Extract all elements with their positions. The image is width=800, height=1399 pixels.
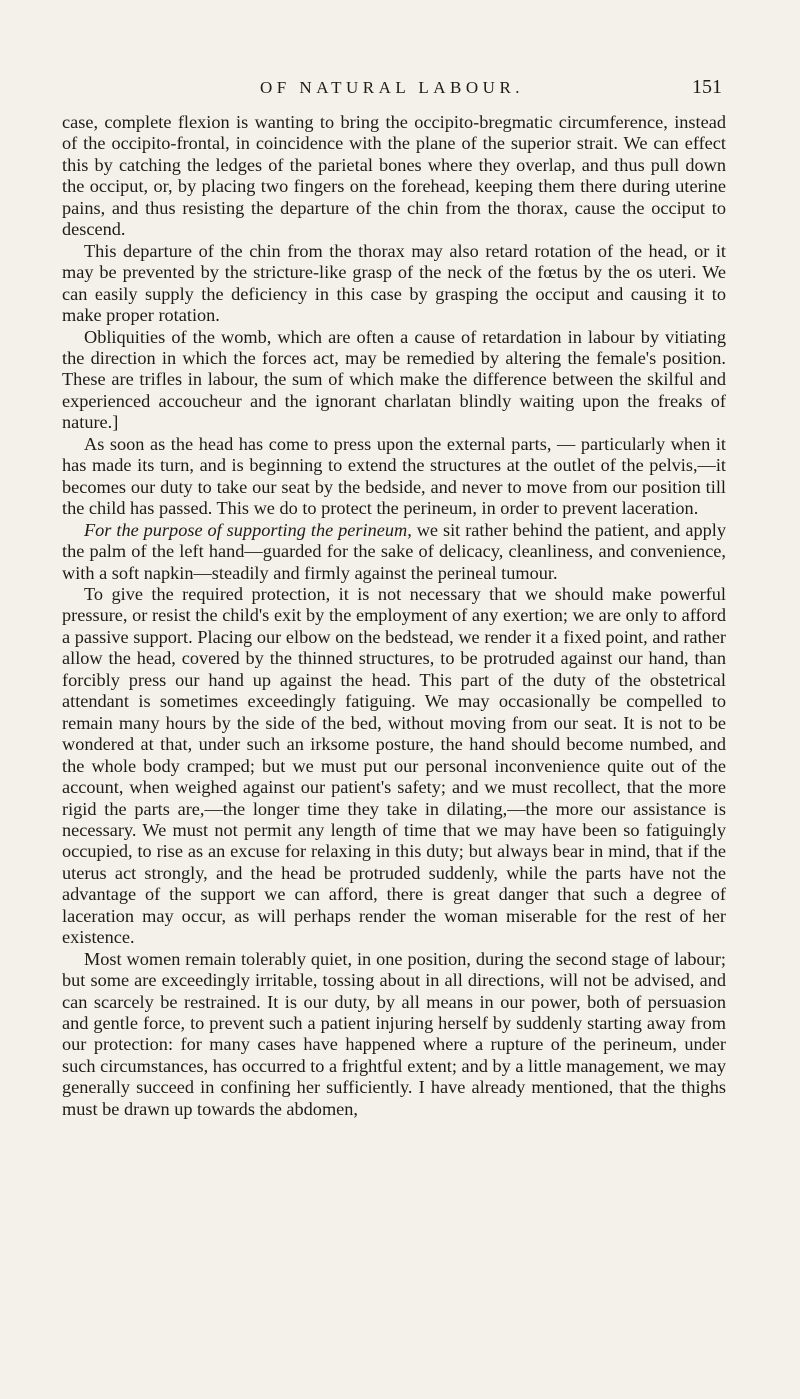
page-number: 151 — [692, 76, 722, 98]
paragraph-2: This departure of the chin from the thorax may also retard rotation of the head, or it may be prevented by the stricture-like grasp of the neck of the fœtus by the os uteri. We can easily supply the deficiency in this case by grasping the occiput and causing it to make proper rotation. — [62, 240, 726, 326]
paragraph-5 — [62, 520, 726, 584]
paragraph-5-italic-lead: For the purpose of supporting the perineum, — [84, 519, 412, 540]
paragraph-3: Obliquities of the womb, which are often a cause of retardation in labour by vitiating the direction in which the forces act, may be remedied by altering the female's position. These are trifles in labour, the sum of which make the difference between the skilful and experienced accoucheur and the ignorant charlatan blindly waiting upon the freaks of nature.] — [62, 326, 726, 433]
running-title: OF NATURAL LABOUR. — [259, 78, 525, 97]
running-head — [62, 78, 722, 102]
paragraph-1: case, complete flexion is wanting to bring the occipito-bregmatic circumference, instead of the occipito-frontal, in coincidence with the plane of the superior strait. We can effect this by catching the ledges of the parietal bones where they overlap, and thus pull down the occiput, or, by placing two fingers on the forehead, keeping them there during uterine pains, and thus resisting the departure of the chin from the thorax, cause the occiput to descend. — [62, 112, 726, 240]
paragraph-6: To give the required protection, it is not necessary that we should make powerful pressure, or resist the child's exit by the employment of any exertion; we are only to afford a passive support. Placing our elbow on the bedstead, we render it a fixed point, and rather allow the head, covered by the thinned structures, to be protruded against our hand, than forcibly press our hand up against the head. This part of the duty of the obstetrical attendant is sometimes exceedingly fatiguing. We may occasionally be compelled to remain many hours by the side of the bed, without moving from our seat. It is not to be wondered at that, under such an irksome posture, the hand should become numbed, and the whole body cramped; but we must put our personal inconvenience quite out of the account, when weighed against our patient's safety; and we must recollect, that the more rigid the parts are,—the longer time they take in dilating,—the more our assistance is necessary. We must not permit any length of time that we may have been so fatiguingly occupied, to rise as an excuse for relaxing in this duty; but always bear in mind, that if the uterus act strongly, and the head be protruded suddenly, while the parts have not the advantage of the support we can afford, there is great danger that such a degree of laceration may occur, as will perhaps render the woman miserable for the rest of her existence. — [62, 583, 726, 948]
paragraph-7: Most women remain tolerably quiet, in one position, during the second stage of labour; but some are exceedingly irritable, tossing about in all directions, will not be advised, and can scarcely be restrained. It is our duty, by all means in our power, both of persuasion and gentle force, to prevent such a patient injuring herself by suddenly starting away from our protection: for many cases have happened where a rupture of the perineum, under such circumstances, has occurred to a frightful extent; and by a little management, we may generally succeed in confining her sufficiently. I have already mentioned, that the thighs must be drawn up towards the abdomen, — [62, 948, 726, 1119]
paragraph-5-text: we sit rather behind the patient, and apply the palm of the left hand—guarded for the sake of delicacy, cleanliness, and convenience, with a soft napkin—steadily and firmly against the perineal tumour. — [62, 519, 726, 583]
paragraph-4: As soon as the head has come to press upon the external parts, — particularly when it has made its turn, and is beginning to extend the structures at the outlet of the pelvis,—it becomes our duty to take our seat by the bedside, and never to move from our position till the child has passed. This we do to protect the perineum, in order to prevent laceration. — [62, 433, 726, 519]
body-text — [62, 112, 726, 1120]
